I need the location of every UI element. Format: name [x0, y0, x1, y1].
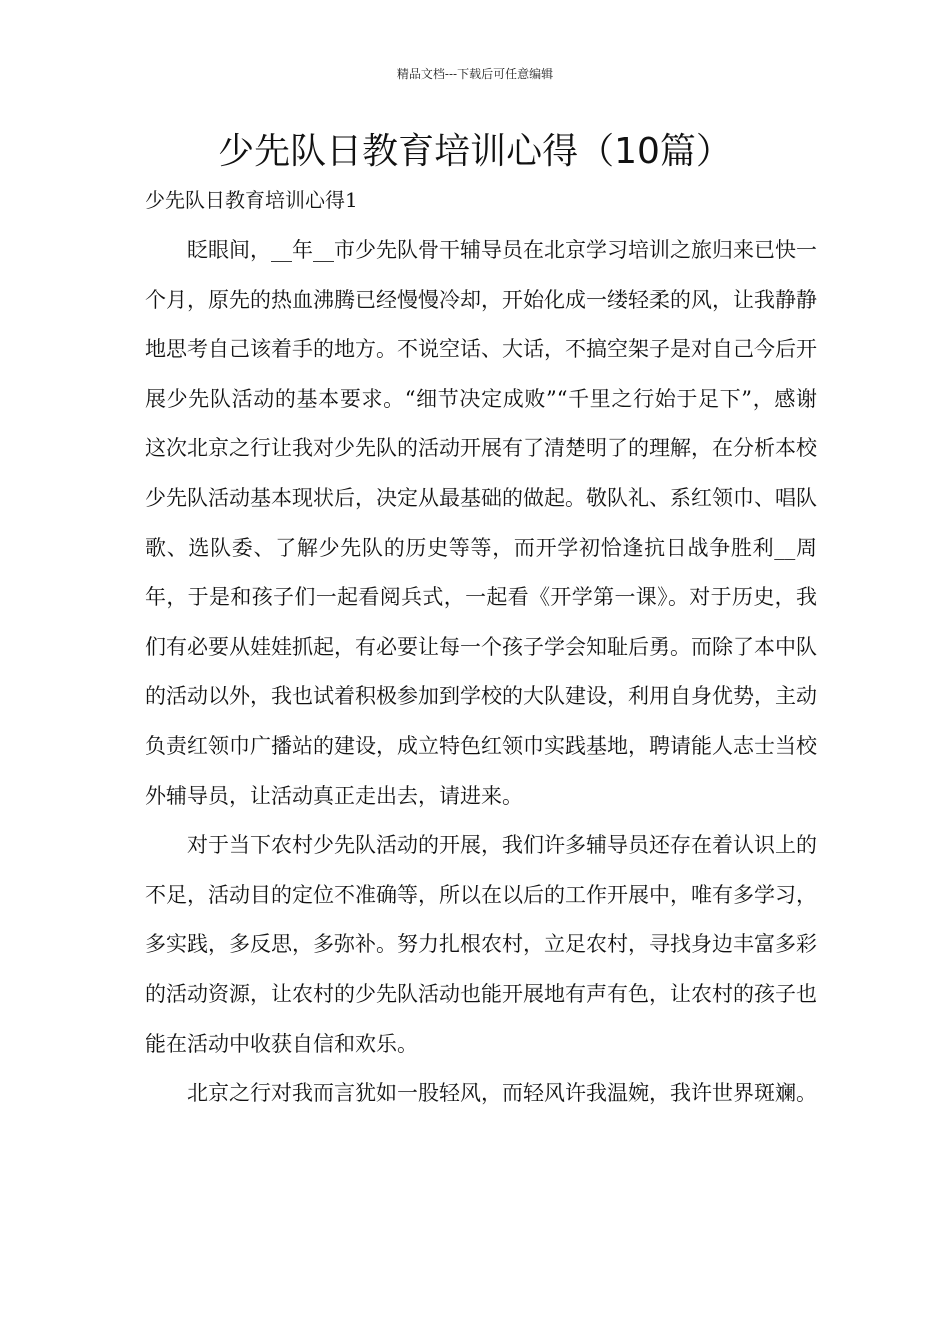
document-body: [145, 226, 817, 1119]
body-paragraph-1: 眨眼间，__年__市少先队骨干辅导员在北京学习培训之旅归来已快一个月，原先的热血沸腾已经慢慢冷却，开始化成一缕轻柔的风，让我静静地思考自己该着手的地方。不说空话、大话，不搞空架子是对自己今后开展少先队活动的基本要求。“细节决定成败”“千里之行始于足下”，感谢这次北京之行让我对少先队的活动开展有了清楚明了的理解，在分析本校少先队活动基本现状后，决定从最基础的做起。敬队礼、系红领巾、唱队歌、选队委、了解少先队的历史等等，而开学初恰逢抗日战争胜利__周年，于是和孩子们一起看阅兵式，一起看《开学第一课》。对于历史，我们有必要从娃娃抓起，有必要让每一个孩子学会知耻后勇。而除了本中队的活动以外，我也试着积极参加到学校的大队建设，利用自身优势，主动负责红领巾广播站的建设，成立特色红领巾实践基地，聘请能人志士当校外辅导员，让活动真正走出去，请进来。: [145, 238, 817, 808]
body-paragraph-3: 北京之行对我而言犹如一股轻风，而轻风许我温婉，我许世界斑斓。: [187, 1081, 817, 1106]
document-title: 少先队日教育培训心得（10篇）: [218, 131, 732, 172]
section-heading: 少先队日教育培训心得1: [145, 188, 358, 212]
page-header-watermark: 精品文档---下载后可任意编辑: [396, 67, 554, 81]
body-paragraph-2: 对于当下农村少先队活动的开展，我们许多辅导员还存在着认识上的不足，活动目的定位不准确等，所以在以后的工作开展中，唯有多学习，多实践，多反思，多弥补。努力扎根农村，立足农村，寻找身边丰富多彩的活动资源，让农村的少先队活动也能开展地有声有色，让农村的孩子也能在活动中收获自信和欢乐。: [145, 833, 817, 1056]
